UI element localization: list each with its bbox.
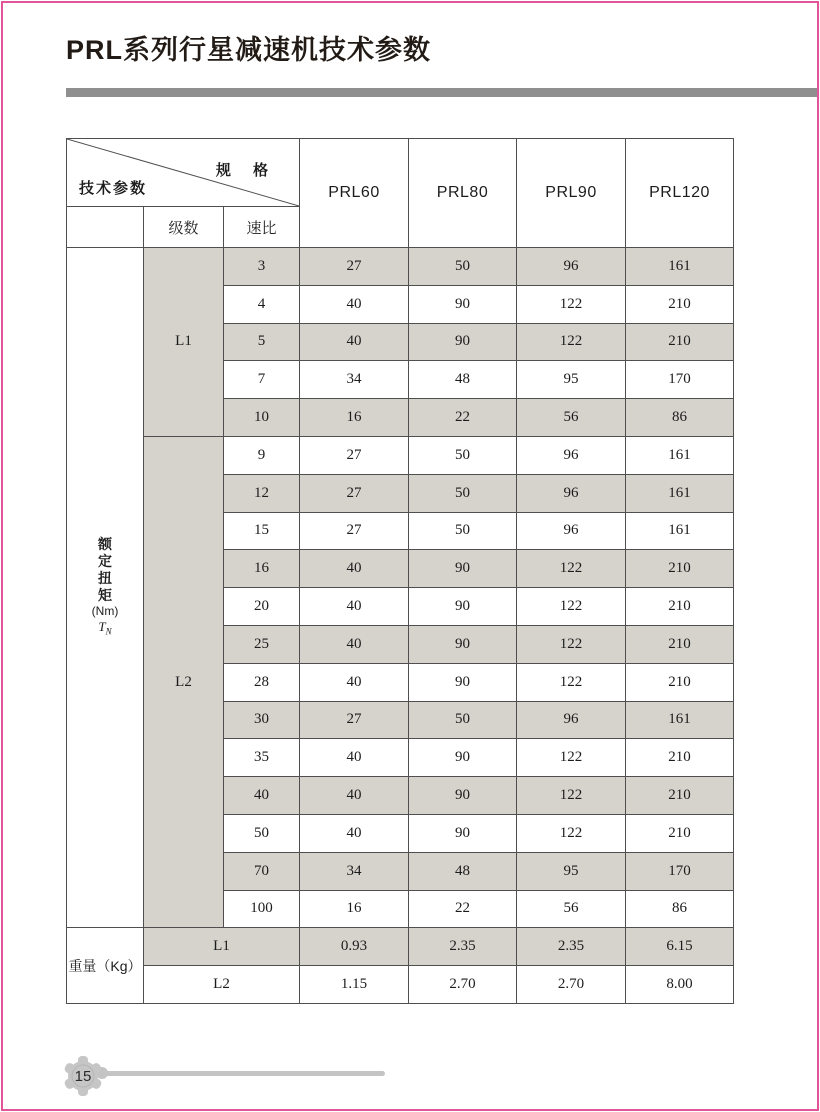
value-cell: 48 <box>409 361 517 399</box>
value-cell: 122 <box>517 777 626 815</box>
value-cell: 90 <box>409 625 517 663</box>
value-cell: 40 <box>300 625 409 663</box>
ratio-cell: 25 <box>224 625 300 663</box>
value-cell: 50 <box>409 474 517 512</box>
value-cell: 95 <box>517 852 626 890</box>
ratio-cell: 5 <box>224 323 300 361</box>
column-header-prl80: PRL80 <box>409 139 517 248</box>
value-cell: 40 <box>300 285 409 323</box>
value-cell: 161 <box>626 248 734 286</box>
value-cell: 2.70 <box>409 966 517 1004</box>
value-cell: 40 <box>300 777 409 815</box>
value-cell: 90 <box>409 588 517 626</box>
value-cell: 122 <box>517 814 626 852</box>
ratio-cell: 35 <box>224 739 300 777</box>
torque-symbol <box>98 620 111 639</box>
column-header-prl90: PRL90 <box>517 139 626 248</box>
value-cell: 50 <box>409 512 517 550</box>
footer-rule-line <box>104 1071 385 1076</box>
value-cell: 22 <box>409 399 517 437</box>
group-cell-l1: L1 <box>144 248 224 437</box>
ratio-cell: 12 <box>224 474 300 512</box>
value-cell: 56 <box>517 890 626 928</box>
torque-char: 扭 <box>98 570 112 587</box>
torque-symbol-t: T <box>98 619 106 635</box>
value-cell: 122 <box>517 588 626 626</box>
corner-label-spec: 规 格 <box>215 162 278 179</box>
value-cell: 34 <box>300 852 409 890</box>
value-cell: 40 <box>300 814 409 852</box>
value-cell: 0.93 <box>300 928 409 966</box>
value-cell: 27 <box>300 474 409 512</box>
torque-label-cell <box>67 248 144 928</box>
value-cell: 96 <box>517 474 626 512</box>
stage-header: 级数 <box>144 207 224 248</box>
value-cell: 86 <box>626 890 734 928</box>
value-cell: 90 <box>409 663 517 701</box>
value-cell: 122 <box>517 323 626 361</box>
ratio-cell: 7 <box>224 361 300 399</box>
value-cell: 96 <box>517 436 626 474</box>
value-cell: 27 <box>300 248 409 286</box>
value-cell: 40 <box>300 550 409 588</box>
value-cell: 56 <box>517 399 626 437</box>
data-row <box>67 436 734 474</box>
ratio-cell: 20 <box>224 588 300 626</box>
value-cell: 210 <box>626 814 734 852</box>
value-cell: 27 <box>300 436 409 474</box>
value-cell: 122 <box>517 550 626 588</box>
page-number-badge <box>61 1054 105 1098</box>
ratio-header: 速比 <box>224 207 300 248</box>
value-cell: 50 <box>409 248 517 286</box>
spec-table-container <box>66 138 734 1004</box>
value-cell: 95 <box>517 361 626 399</box>
ratio-cell: 28 <box>224 663 300 701</box>
value-cell: 50 <box>409 701 517 739</box>
weight-label-cell: 重量（Kg） <box>67 928 144 1004</box>
torque-char: 定 <box>98 553 112 570</box>
value-cell: 96 <box>517 512 626 550</box>
corner-cell <box>67 139 300 207</box>
value-cell: 161 <box>626 474 734 512</box>
value-cell: 22 <box>409 890 517 928</box>
group-cell-l2: L2 <box>144 436 224 927</box>
value-cell: 90 <box>409 814 517 852</box>
ratio-cell: 50 <box>224 814 300 852</box>
value-cell: 90 <box>409 323 517 361</box>
ratio-cell: 100 <box>224 890 300 928</box>
page-title: PRL系列行星减速机技术参数 <box>66 35 431 65</box>
value-cell: 16 <box>300 890 409 928</box>
value-cell: 122 <box>517 285 626 323</box>
data-row <box>67 248 734 286</box>
value-cell: 34 <box>300 361 409 399</box>
corner-label-tech-params: 技术参数 <box>79 180 148 197</box>
ratio-cell: 10 <box>224 399 300 437</box>
value-cell: 2.70 <box>517 966 626 1004</box>
weight-stage-cell: L1 <box>144 928 300 966</box>
value-cell: 27 <box>300 701 409 739</box>
value-cell: 161 <box>626 436 734 474</box>
torque-symbol-sub: N <box>105 626 112 637</box>
value-cell: 210 <box>626 739 734 777</box>
value-cell: 2.35 <box>517 928 626 966</box>
torque-char: 矩 <box>98 587 112 604</box>
value-cell: 50 <box>409 436 517 474</box>
value-cell: 170 <box>626 852 734 890</box>
value-cell: 40 <box>300 323 409 361</box>
value-cell: 40 <box>300 588 409 626</box>
value-cell: 170 <box>626 361 734 399</box>
page-number: 15 <box>74 1067 92 1085</box>
header-row-top <box>67 139 734 207</box>
value-cell: 161 <box>626 512 734 550</box>
weight-stage-cell: L2 <box>144 966 300 1004</box>
value-cell: 210 <box>626 777 734 815</box>
value-cell: 96 <box>517 701 626 739</box>
value-cell: 1.15 <box>300 966 409 1004</box>
ratio-cell: 40 <box>224 777 300 815</box>
ratio-cell: 4 <box>224 285 300 323</box>
column-header-prl120: PRL120 <box>626 139 734 248</box>
value-cell: 210 <box>626 550 734 588</box>
value-cell: 8.00 <box>626 966 734 1004</box>
torque-unit: (Nm) <box>91 604 119 619</box>
value-cell: 2.35 <box>409 928 517 966</box>
value-cell: 6.15 <box>626 928 734 966</box>
ratio-cell: 16 <box>224 550 300 588</box>
weight-row <box>67 928 734 966</box>
weight-row <box>67 966 734 1004</box>
ratio-cell: 30 <box>224 701 300 739</box>
value-cell: 161 <box>626 701 734 739</box>
value-cell: 90 <box>409 777 517 815</box>
value-cell: 90 <box>409 739 517 777</box>
torque-label <box>67 536 143 639</box>
ratio-cell: 70 <box>224 852 300 890</box>
column-header-prl60: PRL60 <box>300 139 409 248</box>
value-cell: 90 <box>409 285 517 323</box>
value-cell: 86 <box>626 399 734 437</box>
value-cell: 96 <box>517 248 626 286</box>
ratio-cell: 3 <box>224 248 300 286</box>
value-cell: 210 <box>626 323 734 361</box>
value-cell: 210 <box>626 663 734 701</box>
value-cell: 40 <box>300 739 409 777</box>
value-cell: 210 <box>626 625 734 663</box>
value-cell: 210 <box>626 285 734 323</box>
value-cell: 122 <box>517 625 626 663</box>
torque-char: 额 <box>98 536 112 553</box>
value-cell: 122 <box>517 663 626 701</box>
value-cell: 122 <box>517 739 626 777</box>
value-cell: 48 <box>409 852 517 890</box>
value-cell: 27 <box>300 512 409 550</box>
value-cell: 210 <box>626 588 734 626</box>
ratio-cell: 15 <box>224 512 300 550</box>
value-cell: 16 <box>300 399 409 437</box>
value-cell: 90 <box>409 550 517 588</box>
empty-header-cell <box>67 207 144 248</box>
title-rule <box>66 88 817 97</box>
spec-table <box>66 138 734 1004</box>
value-cell: 40 <box>300 663 409 701</box>
ratio-cell: 9 <box>224 436 300 474</box>
